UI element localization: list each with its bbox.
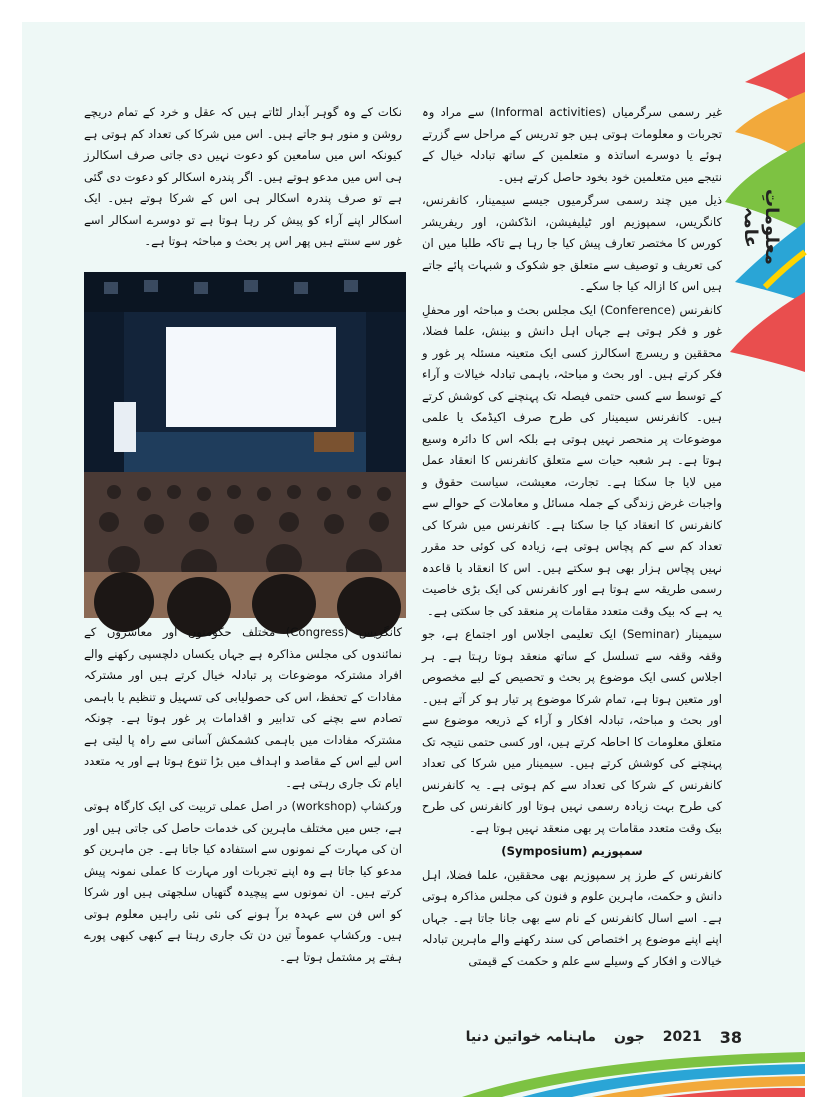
paragraph-conference: کانفرنس (Conference) ایک مجلس بحث و مباحثہ اور محفلِ غور و فکر ہوتی ہے جہاں اہل دانش و بینش، علما فضلا، محققین و ریسرچ اسکالرز کسی ایک متعینہ مسئلہ پر غور و فکر کرتے ہیں۔ اور بحث و مباحثہ، باہمی تبادلہ خیالات و آراء کے توسط سے کسی حتمی فیصلہ تک پہنچنے کی کوشش کرتے ہیں۔ کانفرنس سیمینار کی طرح صرف اکیڈمک یا علمی موضوعات پر منحصر نہیں ہوتی ہے بلکہ اس کا دائرہ وسیع ہوتا ہے۔ ہر شعبہ حیات سے متعلق کانفرنس کا انعقاد عمل میں لایا جا سکتا ہے۔ تجارت، معیشت، سیاست حقوق و واجبات غرض زندگی کے جملہ مسائل و معاملات کے حوالے سے کانفرنس کا انعقاد کیا جا سکتا ہے۔ کانفرنس میں شرکا کی تعداد کم سے کم پچاس ہوتی ہے، زیادہ کی کوئی حد مقرر نہیں پچاس ہزار بھی ہو سکتے ہیں۔ اس کا انعقاد با قاعدہ رسمی طریقہ سے ہوتا ہے اور کانفرنس کی ایک بڑی خاصیت یہ ہے کہ بیک وقت متعدد مقامات پر منعقد کی جا سکتی ہے۔ — [422, 302, 723, 618]
magazine-page — [22, 22, 805, 1097]
footer-year: 2021 — [662, 1029, 702, 1045]
heading-symposium: سمپوزیم (Symposium) — [501, 844, 643, 858]
decorative-swoosh-bottom — [462, 1052, 805, 1097]
paragraph-continuation: نکات کے وہ گوہر آبدار لٹاتے ہیں کہ عقل و خرد کے تمام دریچے روشن و منور ہو جاتے ہیں۔ اس میں شرکا کی تعداد کم ہوتی ہے کیونکہ اس میں سامعین کو دعوت نہیں دی جاتی صرف اسکالرز ہی اس میں مدعو ہوتے ہیں۔ اگر پندرہ اسکالر کو دعوت دی گئی ہے تو صرف پندرہ اسکالر ہی اس کے شرکا ہوتے ہیں۔ ایک اسکالر اپنے آراء کو پیش کر رہا ہوتا ہے تو دوسرے اسکالر اسے غور سے سنتے ہیں پھر اس پر بحث و مباحثہ ہوتا ہے۔ — [84, 105, 402, 248]
page-number: 38 — [719, 1027, 742, 1047]
footer-month: جون — [613, 1029, 645, 1045]
left-text-bottom — [84, 622, 403, 964]
page-footer — [452, 1025, 742, 1049]
magazine-name: ماہنامہ خواتین دنیا — [465, 1029, 596, 1045]
paragraph-intro: ذیل میں چند رسمی سرگرمیوں جیسے سیمینار، کانفرنس، کانگریس، سمپوزیم اور ٹیلیفیشن، انڈکشن، اور ریفریشر کورس کا مختصر تعارف پیش کیا جا رہا ہے تاکہ طلبا میں ان کی تعریف و توصیف سے متعلق جو شکوک و شبہات پائے جاتے ہیں اس کا ازالہ کیا جا سکے۔ — [422, 193, 722, 293]
paragraph-congress: کانگریس (Congress) مختلف حکومتوں اور معاشروں کے نمائندوں کی مجلس مذاکرہ ہے جہاں یکساں دلچسپی رکھنے والے افراد مشترکہ موضوعات پر تبادلہ خیال کرتے ہیں اور مشترکہ مفادات کے تحفظ، اس کی حصولیابی کی تسہیل و تنظیم یا باہمی تصادم سے بچنے کی تدابیر و اقدامات پر غور ہوتا ہے۔ چونکہ مشترکہ مفادات میں باہمی کشمکش آسانی سے راہ پا لیتی ہے اس لیے اس کے مقاصد و اہداف میں بڑا تنوع ہوتا ہے اور یہ متعدد ایام تک جاری رہتی ہے۔ — [84, 625, 403, 790]
paragraph-symposium: کانفرنس کے طرز پر سمپوزیم بھی محققین، علما فضلا، اہل دانش و حکمت، ماہرین علوم و فنون کی مجلس مذاکرہ ہوتی ہے۔ اسے اسال کانفرنس کے نام سے بھی جانا جاتا ہے۔ جہاں اپنے اپنے موضوع پر اختصاص کی سند رکھنے والے ماہرین تبادلہ خیالات و افکار کے وسیلے سے علم و حکمت کے قیمتی — [422, 867, 722, 968]
paragraph-informal: غیر رسمی سرگرمیاں (Informal activities) سے مراد وہ تجربات و معلومات ہوتی ہیں جو تدریس کے مراحل سے گزرتے ہوئے یا دوسرے اساتذہ و متعلمین کے ساتھ تبادلہ خیال کے نتیجے میں متعلمین خود بخود حاصل کرتے ہیں۔ — [422, 105, 723, 184]
section-label: معلوماتِ عامہ — [740, 189, 782, 265]
right-text-column — [422, 102, 722, 974]
paragraph-workshop: ورکشاپ (workshop) در اصل عملی تربیت کی ایک کارگاہ ہوتی ہے، جس میں مختلف ماہرین کی خدمات حاصل کی جاتی ہیں اور ان کی مہارت کے نمونوں سے استفادہ کیا جاتا ہے۔ جن ماہرین کو مدعو کیا جاتا ہے وہ اپنے تجربات اور مہارت کا عملی نمونہ پیش کرتے ہیں۔ ان نمونوں سے پیچیدہ گتھیاں سلجھتی ہیں اور شرکا کو اس فن سے عہدہ برآ ہونے کی نئی نئی راہیں معلوم ہوتی ہیں۔ ورکشاپ عموماً تین دن تک جاری رہتا ہے کبھی کبھی پورے ہفتے پر مشتمل ہوتا ہے۔ — [84, 799, 402, 964]
paragraph-seminar: سیمینار (Seminar) ایک تعلیمی اجلاس اور اجتماع ہے، جو وقفہ وقفہ سے تسلسل کے ساتھ منعقد ہوتا رہتا ہے۔ ہر اجلاس کسی ایک موضوع پر بحث و تحصیص کے لیے مخصوص اور متعین ہوتا ہے، تمام شرکا موضوع پر تیار ہو کر آتے ہیں۔ اور بحث و مباحثہ، تبادلہ افکار و آراء کے ذریعہ موضوع سے متعلق معلومات کا احاطہ کرتے ہیں، اور کسی حتمی نتیجہ تک پہنچنے کی کوشش کرتے ہیں۔ سیمینار میں شرکا کی تعداد کانفرنس کے شرکا کی تعداد سے کم ہوتی ہے۔ یہ کانفرنس کی طرح بہت زیادہ رسمی نہیں ہوتا اور کانفرنس کی طرح بیک وقت متعدد مقامات پر بھی منعقد نہیں ہوتا ہے۔ — [422, 627, 722, 835]
left-text-top — [84, 102, 402, 272]
conference-hall-photo — [84, 272, 406, 618]
